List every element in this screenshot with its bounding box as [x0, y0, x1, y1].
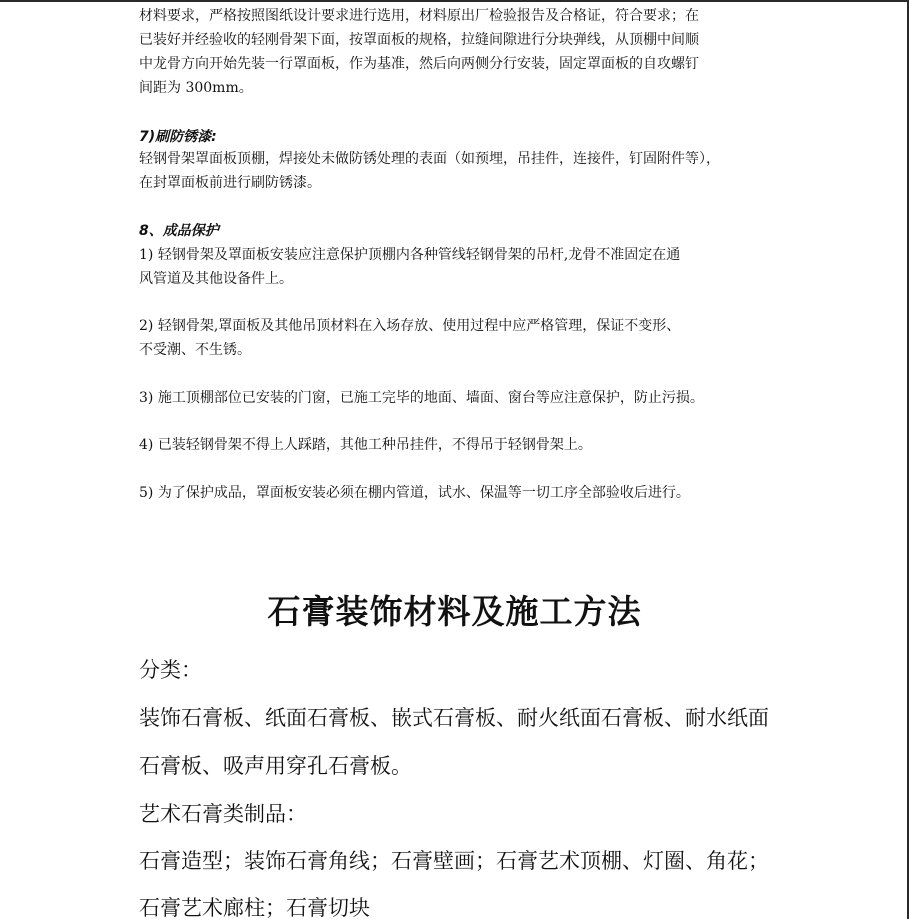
text-line: 在封罩面板前进行刷防锈漆。 — [139, 175, 321, 191]
text-line: 5) 为了保护成品，罩面板安装必须在棚内管道，试水、保温等一切工序全部验收后进行。 — [139, 485, 690, 501]
art-products-label: 艺术石膏类制品： — [139, 802, 307, 826]
protection-item-3 — [139, 386, 779, 410]
text-line: 2) 轻钢骨架,罩面板及其他吊顶材料在入场存放、使用过程中应严格管理，保证不变形、 — [139, 318, 681, 334]
text-line: 间距为 300mm。 — [139, 80, 253, 96]
protection-item-1 — [139, 243, 779, 291]
protection-item-5 — [139, 481, 779, 505]
text-line: 已装好并经验收的轻刚骨架下面，按罩面板的规格，拉缝间隙进行分块弹线，从顶棚中间顺 — [139, 32, 699, 48]
classification-label: 分类： — [139, 658, 202, 682]
section-7-heading: 7)刷防锈漆: — [139, 129, 217, 145]
text-line: 轻钢骨架罩面板顶棚，焊接处未做防锈处理的表面（如预埋，吊挂件，连接件，钉固附件等）， — [139, 151, 720, 167]
text-line: 风管道及其他设备件上。 — [139, 271, 293, 287]
art-products-line: 石膏造型；装饰石膏角线；石膏壁画；石膏艺术顶棚、灯圈、角花； — [139, 849, 769, 873]
art-products-line: 石膏艺术廊柱；石膏切块 — [139, 896, 370, 920]
text-line: 4) 已装轻钢骨架不得上人踩踏，其他工种吊挂件，不得吊于轻钢骨架上。 — [139, 437, 592, 453]
text-line: 中龙骨方向开始先装一行罩面板，作为基准，然后向两侧分行安装，固定罩面板的自攻螺钉 — [139, 56, 699, 72]
section-8-heading: 8、成品保护 — [139, 223, 219, 239]
text-line: 3) 施工顶棚部位已安装的门窗，已施工完毕的地面、墙面、窗台等应注意保护，防止污损。 — [139, 390, 704, 406]
classification-line: 石膏板、吸声用穿孔石膏板。 — [139, 754, 412, 778]
protection-item-2 — [139, 314, 779, 362]
protection-item-4 — [139, 433, 779, 457]
page-top-border — [0, 0, 909, 2]
text-line: 材料要求，严格按照图纸设计要求进行选用，材料原出厂检验报告及合格证，符合要求；在 — [139, 8, 699, 24]
section-7-paragraph — [139, 147, 779, 195]
text-line: 不受潮、不生锈。 — [139, 342, 251, 358]
text-line: 1) 轻钢骨架及罩面板安装应注意保护顶棚内各种管线轻钢骨架的吊杆,龙骨不准固定在通 — [139, 247, 681, 263]
page-title: 石膏装饰材料及施工方法 — [267, 592, 642, 631]
classification-line: 装饰石膏板、纸面石膏板、嵌式石膏板、耐火纸面石膏板、耐水纸面 — [139, 706, 769, 730]
intro-paragraph — [139, 4, 779, 100]
